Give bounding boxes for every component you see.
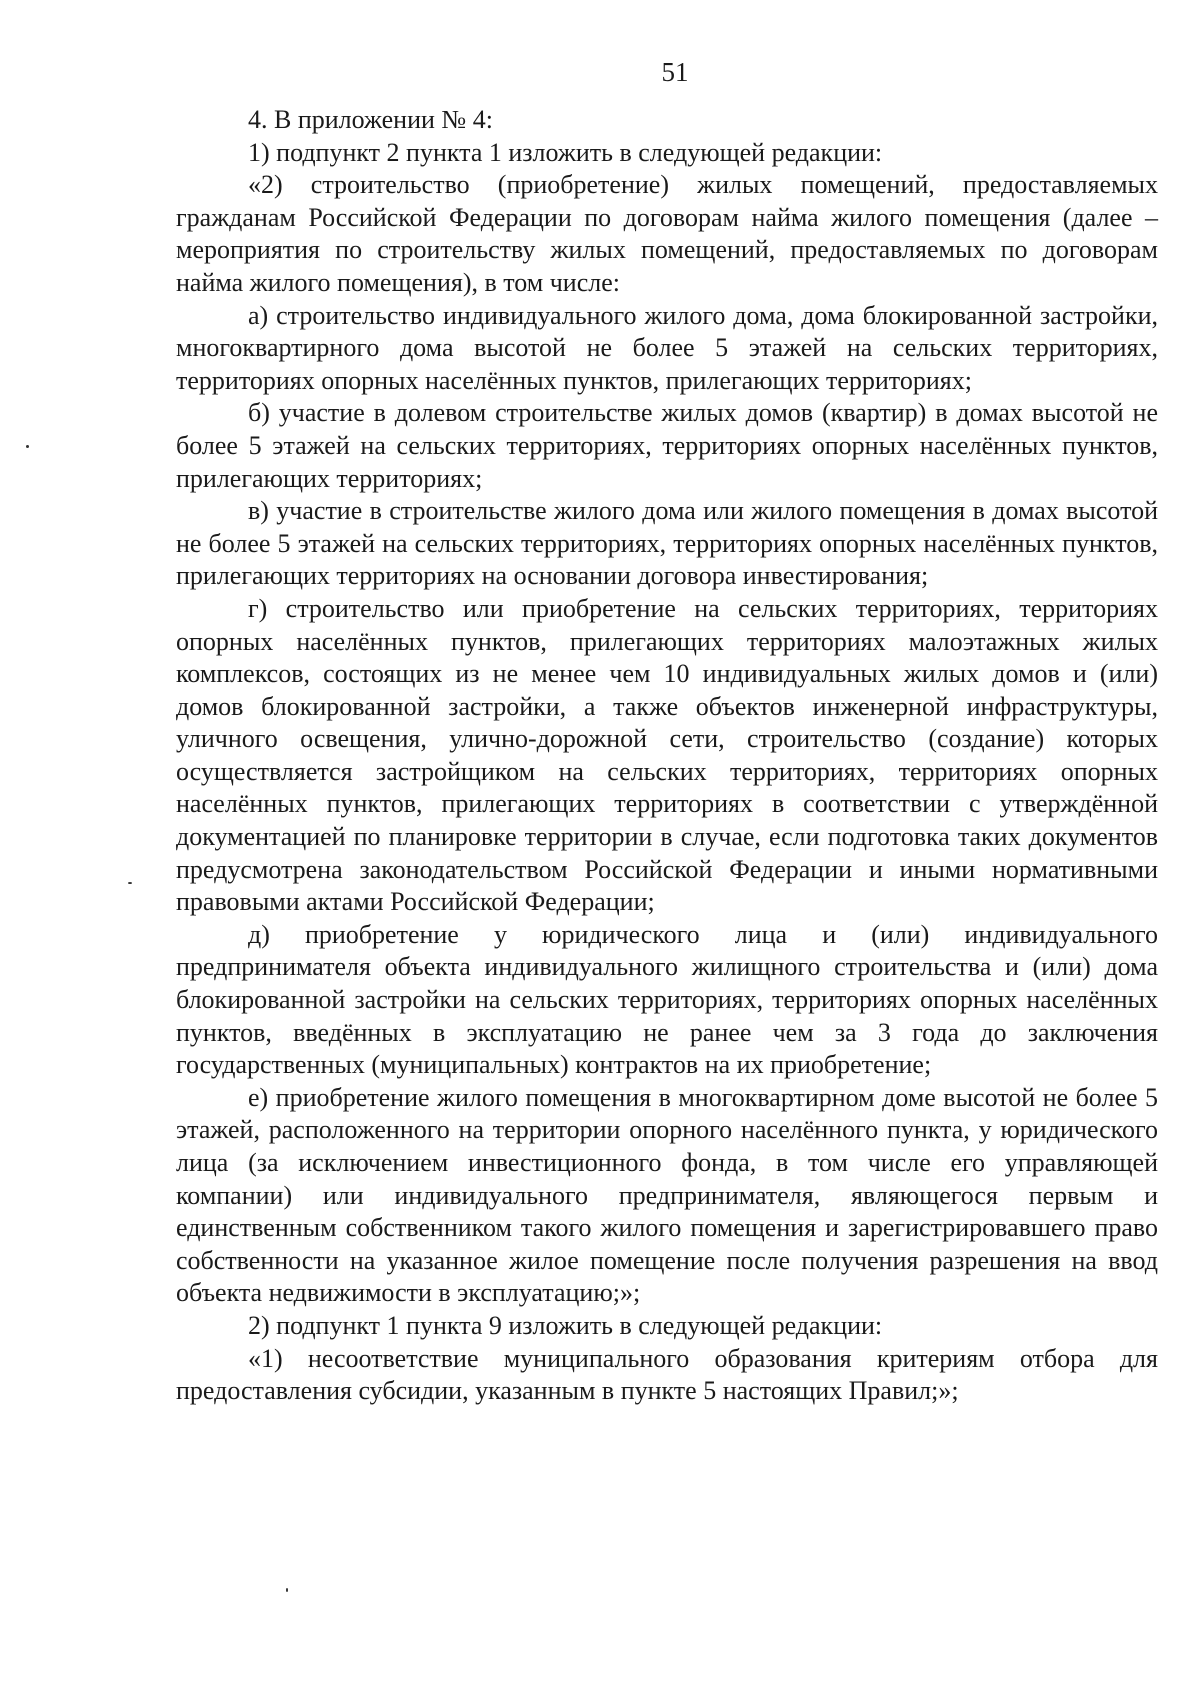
- paragraph-subitem-g: г) строительство или приобретение на сельских территориях, территориях опорных населённых пунктов, прилегающих территориях малоэтажных жилых комплексов, состоящих из не менее чем 10 индивидуальных жилых домов и (или) домов блокированной застройки, а также объектов инженерной инфраструктуры, уличного освещения, улично-дорожной сети, строительство (создание) которых осуществляется застройщиком на сельских территориях, территориях опорных населённых пунктов, прилегающих территориях в соответствии с утверждённой документацией по планировке территории в случае, если подготовка таких документов предусмотрена законодательством Российской Федерации и иными нормативными правовыми актами Российской Федерации;: [176, 593, 1158, 917]
- paragraph-quote-2: «2) строительство (приобретение) жилых помещений, предоставляемых гражданам Российской Федерации по договорам найма жилого помещения (далее – мероприятия по строительству жилых помещений, предоставляемых по договорам найма жилого помещения), в том числе:: [176, 170, 1158, 297]
- paragraph-item-1: 1) подпункт 2 пункта 1 изложить в следующей редакции:: [248, 137, 883, 167]
- scan-speck: [26, 445, 29, 448]
- paragraph-subitem-b: б) участие в долевом строительстве жилых домов (квартир) в домах высотой не более 5 этажей на сельских территориях, территориях опорных населённых пунктов, прилегающих территориях;: [176, 398, 1158, 493]
- scan-speck: [286, 1588, 288, 1592]
- paragraph-subitem-v: в) участие в строительстве жилого дома или жилого помещения в домах высотой не более 5 этажей на сельских территориях, территориях опорных населённых пунктов, прилегающих территориях на основании договора инвестирования;: [176, 496, 1158, 591]
- paragraph-subitem-a: а) строительство индивидуального жилого дома, дома блокированной застройки, многоквартирного дома высотой не более 5 этажей на сельских территориях, территориях опорных населённых пунктов, прилегающих территориях;: [176, 300, 1158, 395]
- paragraph-subitem-d: д) приобретение у юридического лица и (или) индивидуального предпринимателя объекта индивидуального жилищного строительства и (или) дома блокированной застройки на сельских территориях, территориях опорных населённых пунктов, введённых в эксплуатацию не ранее чем за 3 года до заключения государственных (муниципальных) контрактов на их приобретение;: [176, 919, 1158, 1080]
- paragraph-section-4: 4. В приложении № 4:: [248, 105, 493, 134]
- paragraph-subitem-e: е) приобретение жилого помещения в многоквартирном доме высотой не более 5 этажей, расположенного на территории опорного населённого пункта, у юридического лица (за исключением инвестиционного фонда, в том числе его управляющей компании) или индивидуального предпринимателя, являющегося первым и единственным собственником такого жилого помещения и зарегистрировавшего право собственности на указанное жилое помещение после получения разрешения на ввод объекта недвижимости в эксплуатацию;»;: [176, 1082, 1158, 1308]
- paragraph-item-2: 2) подпункт 1 пункта 9 изложить в следующей редакции:: [248, 1310, 883, 1340]
- scan-speck: [128, 882, 132, 884]
- page-number: 51: [661, 57, 689, 87]
- paragraph-quote-1: «1) несоответствие муниципального образования критериям отбора для предоставления субсидии, указанным в пункте 5 настоящих Правил;»;: [176, 1343, 1158, 1406]
- document-body: [176, 104, 1158, 1408]
